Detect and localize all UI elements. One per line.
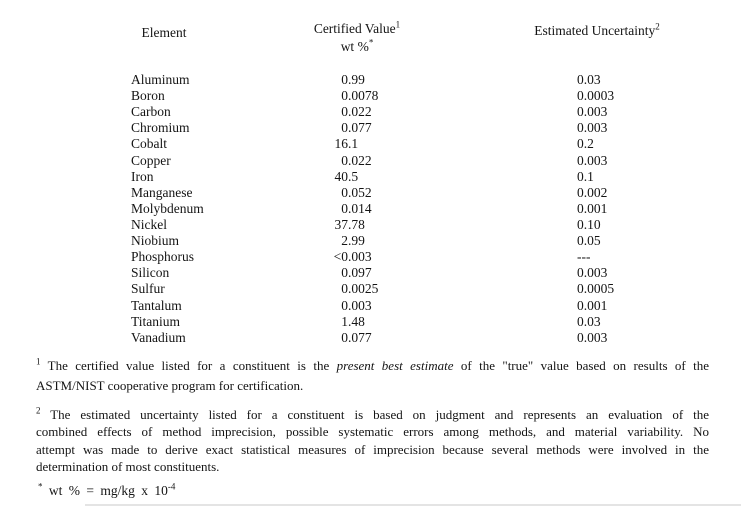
footnote-2-line-3: attempt was made to derive exact statistical measures of imprecision because several methods were involved in the: [36, 441, 709, 457]
certified-value-int: 0: [341, 297, 348, 313]
certified-value-int: 0: [341, 152, 348, 168]
table-row: [131, 72, 711, 88]
element-name: Niobium: [131, 233, 180, 249]
certified-value-frac: .99: [348, 72, 365, 87]
certified-value-int: 0: [341, 184, 348, 200]
element-name: Nickel: [131, 216, 167, 232]
element-name: Aluminum: [131, 72, 190, 87]
footnote-2-line-2: combined effects of method imprecision, possible systematic errors among methods, and material variability. No: [36, 424, 709, 440]
table-row: [131, 298, 711, 314]
certified-value-int: 2: [341, 233, 348, 249]
unit-note-body: wt % = mg/kg x 10: [48, 483, 168, 498]
table-row: [131, 88, 711, 104]
uncertainty-value: 0.2: [577, 136, 594, 152]
table-row: [131, 330, 711, 346]
uncertainty-value: 0.05: [577, 233, 601, 249]
table-row: [131, 120, 711, 136]
certified-value-int: 1: [341, 313, 348, 329]
certified-value-int: 37: [334, 216, 348, 232]
col-header-wt-percent-unit: [277, 39, 437, 55]
table-row: [131, 233, 711, 249]
certified-value-frac: .003: [348, 297, 372, 313]
uncertainty-value: 0.10: [577, 216, 601, 232]
certified-value-int: 0: [341, 329, 348, 345]
element-name: Silicon: [131, 265, 170, 281]
certified-value-int: 0: [341, 200, 348, 216]
uncertainty-value: 0.003: [577, 120, 608, 136]
table-row: [131, 185, 711, 201]
element-name: Copper: [131, 152, 171, 168]
uncertainty-value: 0.002: [577, 184, 608, 200]
footnote-2-line-4: determination of most constituents.: [36, 459, 220, 475]
element-name: Boron: [131, 88, 165, 104]
certified-value-frac: .022: [348, 152, 372, 168]
col-header-certified-value-label: Certified Value: [313, 21, 396, 36]
certified-value-frac: .052: [348, 184, 372, 200]
uncertainty-value: 0.0003: [577, 88, 615, 104]
footnote-2-line-1: [36, 406, 709, 423]
certified-value-int: 0: [341, 88, 348, 104]
certified-value-frac: .097: [348, 265, 372, 281]
footnote-1-line-2: ASTM/NIST cooperative program for certification.: [36, 378, 304, 393]
certified-value-frac: .99: [348, 233, 365, 249]
footnote-1-text-italic: present best estimate: [336, 358, 454, 373]
footnote-1-text-pre: The certified value listed for a constituent is the: [47, 358, 337, 373]
footnote-ref-1: 1: [395, 19, 401, 30]
col-header-element-label: Element: [141, 25, 187, 40]
element-name: Chromium: [131, 120, 190, 136]
unit-note-marker: *: [38, 481, 43, 492]
certified-value-int: 0: [341, 120, 348, 136]
certified-value-int: 0: [341, 265, 348, 281]
footnote-1-marker: 1: [36, 356, 41, 367]
uncertainty-value: 0.0005: [577, 281, 615, 297]
element-table-rows: [131, 72, 711, 346]
certified-value-frac: .78: [348, 216, 365, 232]
uncertainty-value: 0.03: [577, 313, 601, 329]
uncertainty-value: 0.003: [577, 329, 608, 345]
table-row: [131, 104, 711, 120]
certified-value-frac: .003: [348, 249, 372, 265]
element-name: Cobalt: [131, 136, 167, 152]
uncertainty-value: 0.03: [577, 72, 601, 87]
col-header-unit-label: wt %: [340, 39, 369, 54]
element-name: Sulfur: [131, 281, 165, 297]
uncertainty-value: ---: [577, 249, 591, 265]
certified-value-frac: .0025: [348, 281, 379, 297]
certified-value-int: 0: [341, 104, 348, 120]
col-header-estimated-uncertainty: [508, 23, 686, 39]
element-name: Carbon: [131, 104, 171, 120]
table-row: [131, 201, 711, 217]
certified-value-frac: .077: [348, 329, 372, 345]
table-row: [131, 249, 711, 265]
uncertainty-value: 0.003: [577, 152, 608, 168]
unit-note: [38, 483, 175, 499]
table-row: [131, 169, 711, 185]
certified-value-int: 0: [341, 281, 348, 297]
certified-value-frac: .077: [348, 120, 372, 136]
element-name: Titanium: [131, 313, 181, 329]
certified-value-frac: .5: [348, 168, 359, 184]
certified-value-int: 16: [334, 136, 348, 152]
footnote-1: [36, 356, 709, 396]
footnote-2: [36, 406, 709, 476]
certified-value-int: 0: [341, 72, 348, 87]
footnote-1-text-post: of the "true" value based on results of the: [453, 358, 710, 373]
certified-value-frac: .1: [348, 136, 359, 152]
unit-note-exponent: -4: [167, 481, 176, 492]
certified-value-frac: .48: [348, 313, 365, 329]
footnote-ref-star: *: [368, 37, 374, 48]
element-name: Vanadium: [131, 329, 186, 345]
footnote-2-text-1: The estimated uncertainty listed for a constituent is based on judgment and represents an evaluation of the: [50, 407, 709, 422]
certified-value-frac: .0078: [348, 88, 379, 104]
uncertainty-value: 0.1: [577, 168, 594, 184]
element-name: Tantalum: [131, 297, 182, 313]
element-name: Manganese: [131, 184, 193, 200]
uncertainty-value: 0.003: [577, 265, 608, 281]
table-row: [131, 153, 711, 169]
table-row: [131, 314, 711, 330]
table-row: [131, 281, 711, 297]
col-header-element: [129, 25, 199, 41]
footnote-2-marker: 2: [36, 405, 41, 416]
table-row: [131, 265, 711, 281]
certified-value-int: 40: [334, 168, 348, 184]
element-name: Iron: [131, 168, 154, 184]
certified-value-int: <0: [333, 249, 348, 265]
col-header-certified-value: [277, 21, 437, 37]
uncertainty-value: 0.003: [577, 104, 608, 120]
scan-artifact-line: [85, 504, 741, 506]
footnote-1-line-1: [36, 356, 709, 376]
certified-value-frac: .014: [348, 200, 372, 216]
uncertainty-value: 0.001: [577, 297, 608, 313]
element-name: Molybdenum: [131, 200, 204, 216]
uncertainty-value: 0.001: [577, 200, 608, 216]
table-row: [131, 136, 711, 152]
footnote-ref-2: 2: [655, 21, 660, 32]
element-name: Phosphorus: [131, 249, 195, 265]
certified-value-frac: .022: [348, 104, 372, 120]
table-row: [131, 217, 711, 233]
col-header-uncertainty-label: Estimated Uncertainty: [534, 23, 656, 38]
